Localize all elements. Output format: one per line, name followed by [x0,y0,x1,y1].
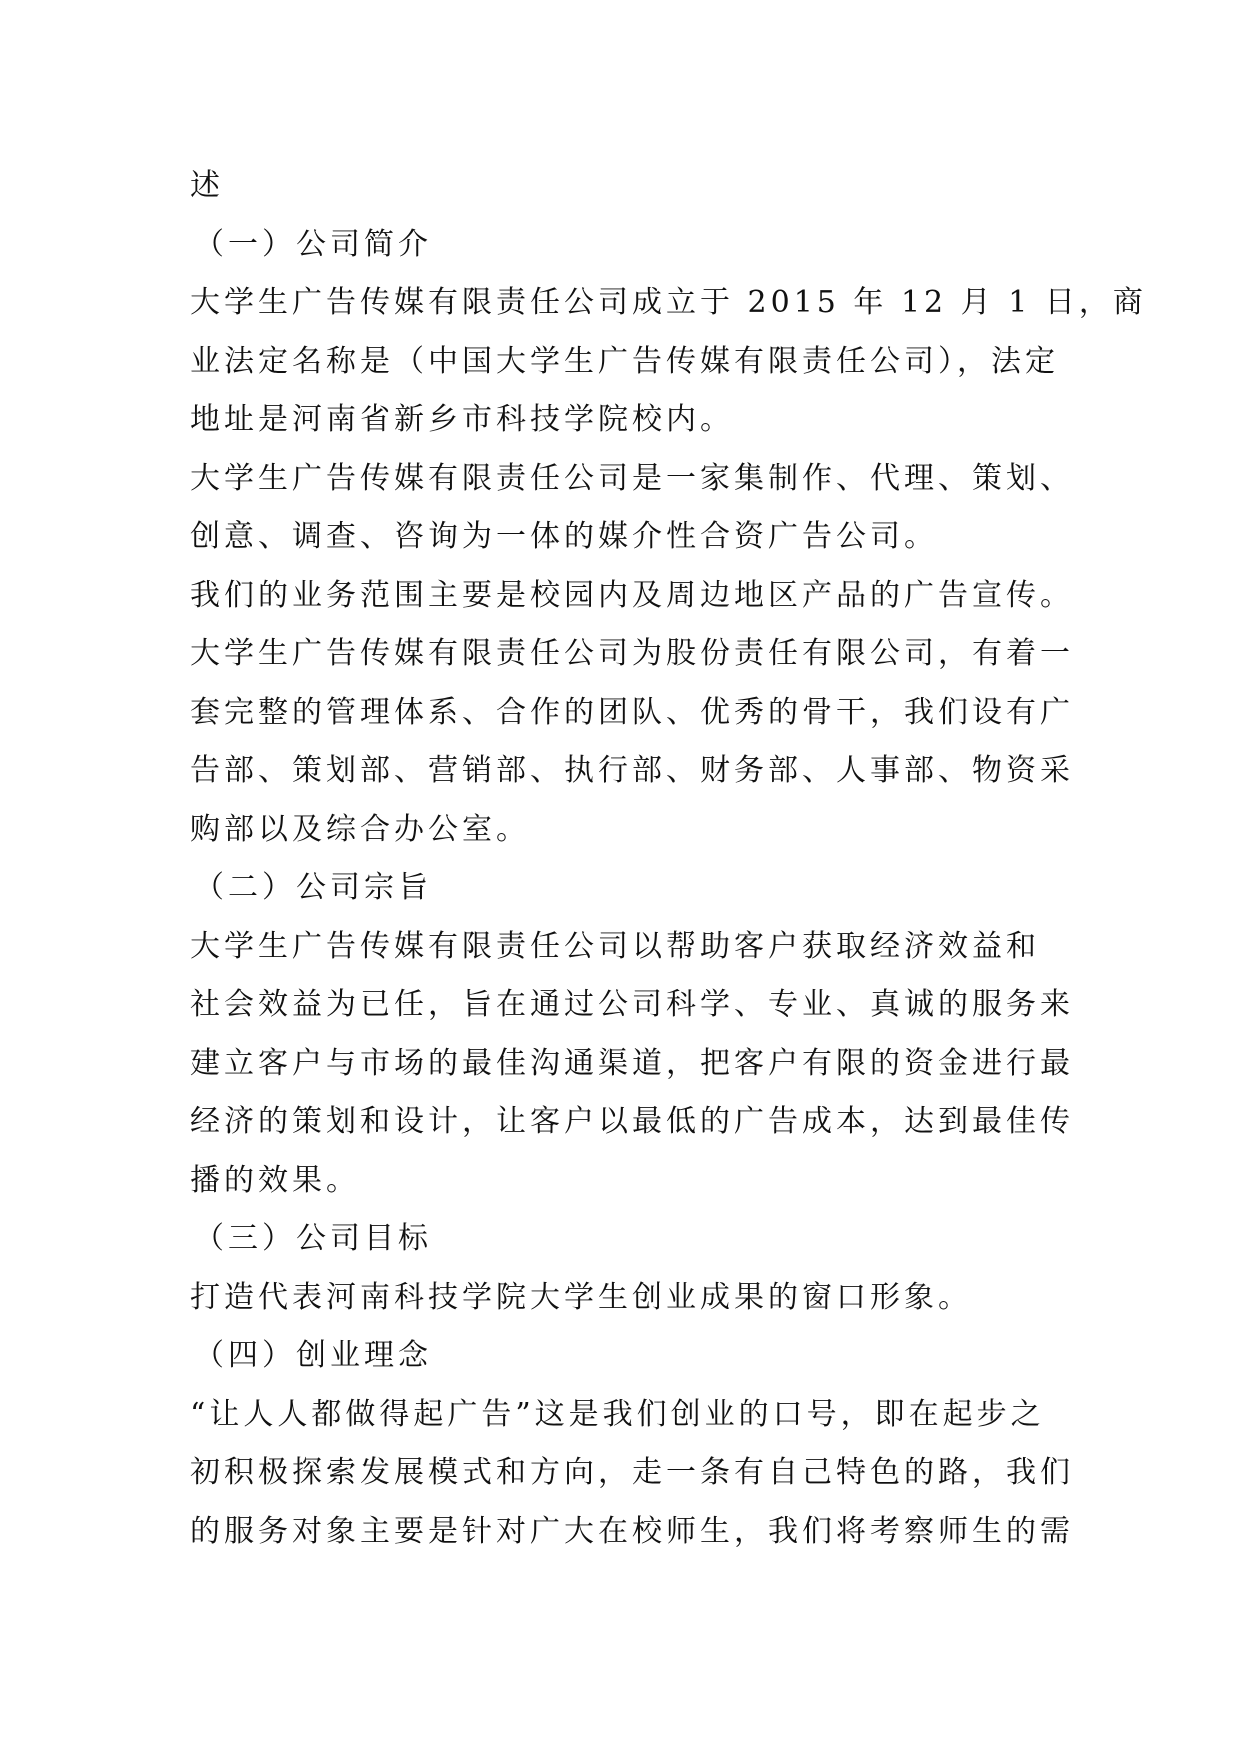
text-line: 告部、策划部、营销部、执行部、财务部、人事部、物资采 [190,753,1074,788]
text-line: 大学生广告传媒有限责任公司成立于 2015 年 12 月 1 日，商 [190,285,1147,320]
text-line: 述 [190,168,224,203]
text-line: 大学生广告传媒有限责任公司为股份责任有限公司，有着一 [190,636,1074,671]
text-line: 大学生广告传媒有限责任公司以帮助客户获取经济效益和 [190,928,1040,964]
text-line: 地址是河南省新乡市科技学院校内。 [190,402,734,437]
text-line: 大学生广告传媒有限责任公司是一家集制作、代理、策划、 [190,460,1074,496]
text-line: 打造代表河南科技学院大学生创业成果的窗口形象。 [190,1279,972,1315]
section-heading: （三）公司目标 [194,1221,432,1256]
text-line: 创意、调查、咨询为一体的媒介性合资广告公司。 [190,519,938,554]
text-line: 套完整的管理体系、合作的团队、优秀的骨干，我们设有广 [190,694,1074,730]
section-heading: （二）公司宗旨 [194,870,432,905]
text-line: 建立客户与市场的最佳沟通渠道，把客户有限的资金进行最 [190,1045,1074,1081]
text-line: “让人人都做得起广告”这是我们创业的口号，即在起步之 [190,1396,1045,1432]
text-line: 购部以及综合办公室。 [190,811,530,847]
document-body [190,157,1147,1561]
text-line: 业法定名称是（中国大学生广告传媒有限责任公司），法定 [190,343,1059,379]
text-line: 经济的策划和设计，让客户以最低的广告成本，达到最佳传 [190,1104,1074,1139]
text-line: 社会效益为已任，旨在通过公司科学、专业、真诚的服务来 [190,987,1074,1022]
text-line: 播的效果。 [190,1162,360,1198]
text-line: 的服务对象主要是针对广大在校师生，我们将考察师生的需 [190,1513,1074,1549]
section-heading: （一）公司简介 [194,226,432,262]
text-line: 我们的业务范围主要是校园内及周边地区产品的广告宣传。 [190,577,1074,613]
section-heading: （四）创业理念 [194,1338,432,1373]
text-line: 初积极探索发展模式和方向，走一条有自己特色的路，我们 [190,1455,1074,1490]
